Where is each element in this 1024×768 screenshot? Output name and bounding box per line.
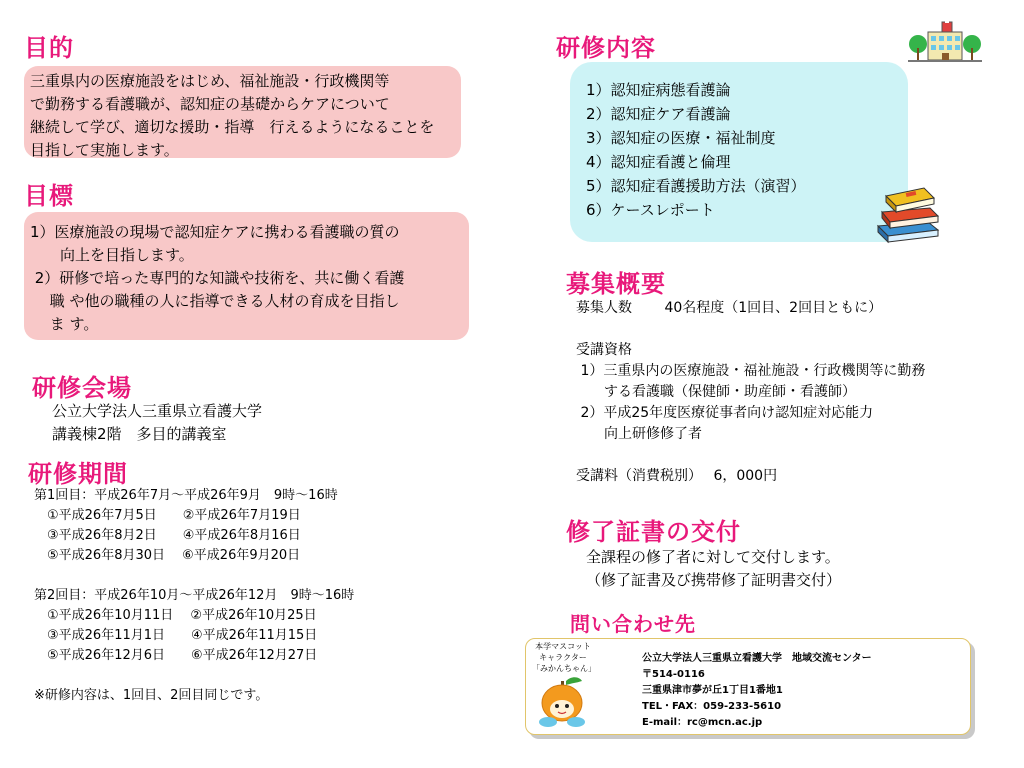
mascot-caption xyxy=(532,641,594,674)
recruit-text xyxy=(576,298,925,487)
period-line xyxy=(34,566,354,586)
purpose-heading: 目的 xyxy=(24,34,74,62)
recruit-heading: 募集概要 xyxy=(566,270,666,298)
content-item: 4）認知症看護と倫理 xyxy=(586,153,731,171)
content-item: 6）ケースレポート xyxy=(586,201,715,219)
goal-heading: 目標 xyxy=(24,182,74,210)
goal-box xyxy=(24,212,469,340)
certificate-line: 全課程の修了者に対して交付します。 xyxy=(586,548,840,566)
period-line: ※研修内容は、1回目、2回目同じです。 xyxy=(34,688,269,703)
purpose-line: 三重県内の医療施設をはじめ、福祉施設・行政機関等 xyxy=(30,72,390,90)
period-line: 第1回目：平成26年7月～平成26年9月 9時～16時 xyxy=(34,488,338,503)
period-line xyxy=(34,666,354,686)
venue-line: 公立大学法人三重県立看護大学 xyxy=(52,402,263,420)
recruit-line xyxy=(576,445,925,466)
contact-info xyxy=(642,651,872,731)
period-line: 第2回目：平成26年10月～平成26年12月 9時～16時 xyxy=(34,588,355,603)
venue-line: 講義棟2階 多目的講義室 xyxy=(52,425,227,443)
period-text xyxy=(34,486,354,706)
period-line: ③平成26年11月1日 ④平成26年11月15日 xyxy=(34,628,318,643)
purpose-line: 継続して学び、適切な援助・指導 行えるようになることを xyxy=(30,118,435,136)
mascot-caption-line: 本学マスコット xyxy=(535,642,591,651)
recruit-line xyxy=(576,319,925,340)
hospital-building-icon xyxy=(906,18,984,64)
period-line: ③平成26年8月2日 ④平成26年8月16日 xyxy=(34,528,301,543)
recruit-line: 2）平成25年度医療従事者向け認知症対応能力 xyxy=(576,405,874,421)
content-item: 3）認知症の医療・福祉制度 xyxy=(586,129,776,147)
recruit-line: 受講資格 xyxy=(576,342,632,358)
purpose-box xyxy=(24,66,461,158)
period-line: ①平成26年10月11日 ②平成26年10月25日 xyxy=(34,608,317,623)
certificate-line: （修了証書及び携帯修了証明書交付） xyxy=(586,571,842,589)
certificate-heading: 修了証書の交付 xyxy=(566,518,741,546)
period-line: ⑤平成26年8月30日 ⑥平成26年9月20日 xyxy=(34,548,301,563)
recruit-line: 受講料（消費税別） 6，000円 xyxy=(576,468,778,484)
mascot-caption-line: キャラクター xyxy=(539,653,587,662)
recruit-line: 1）三重県内の医療施設・福祉施設・行政機関等に勤務 xyxy=(576,363,926,379)
contact-org: 公立大学法人三重県立看護大学 地域交流センター xyxy=(642,653,872,664)
purpose-line: 目指して実施します。 xyxy=(30,141,179,159)
recruit-line: 向上研修修了者 xyxy=(576,426,702,442)
mascot-caption-line: 「みかんちゃん」 xyxy=(532,664,596,673)
venue-heading: 研修会場 xyxy=(32,374,132,402)
contact-address: 三重県津市夢が丘1丁目1番地1 xyxy=(642,685,783,696)
goal-line: 職 や他の職種の人に指導できる人材の育成を目指し xyxy=(30,292,400,310)
goal-line: 2）研修で培った専門的な知識や技術を、共に働く看護 xyxy=(30,269,405,287)
recruit-line: する看護職（保健師・助産師・看護師） xyxy=(576,384,856,400)
period-line: ①平成26年7月5日 ②平成26年7月19日 xyxy=(34,508,301,523)
recruit-line: 募集人数 40名程度（1回目、2回目ともに） xyxy=(576,300,883,316)
mikan-chan-mascot-icon xyxy=(532,675,592,729)
certificate-text xyxy=(586,546,841,592)
goal-line: 1）医療施設の現場で認知症ケアに携わる看護職の質の xyxy=(30,223,400,241)
content-item: 2）認知症ケア看護論 xyxy=(586,105,731,123)
period-heading: 研修期間 xyxy=(28,460,128,488)
goal-line: ま す。 xyxy=(30,315,99,333)
contact-postal: 〒514-0116 xyxy=(642,669,705,680)
inquiry-heading: 問い合わせ先 xyxy=(570,612,696,636)
content-box xyxy=(570,62,908,242)
goal-line: 向上を目指します。 xyxy=(30,246,194,264)
venue-text xyxy=(52,400,262,446)
book-stack-icon xyxy=(872,178,944,244)
period-line: ⑤平成26年12月6日 ⑥平成26年12月27日 xyxy=(34,648,318,663)
content-heading: 研修内容 xyxy=(556,34,656,62)
content-item: 1）認知症病態看護論 xyxy=(586,81,731,99)
content-item: 5）認知症看護援助方法（演習） xyxy=(586,177,806,195)
contact-tel-fax: TEL・FAX：059-233-5610 xyxy=(642,701,782,712)
contact-box xyxy=(525,638,971,735)
purpose-line: で勤務する看護職が、認知症の基礎からケアについて xyxy=(30,95,390,113)
contact-email[interactable]: E-mail：rc@mcn.ac.jp xyxy=(642,717,763,728)
